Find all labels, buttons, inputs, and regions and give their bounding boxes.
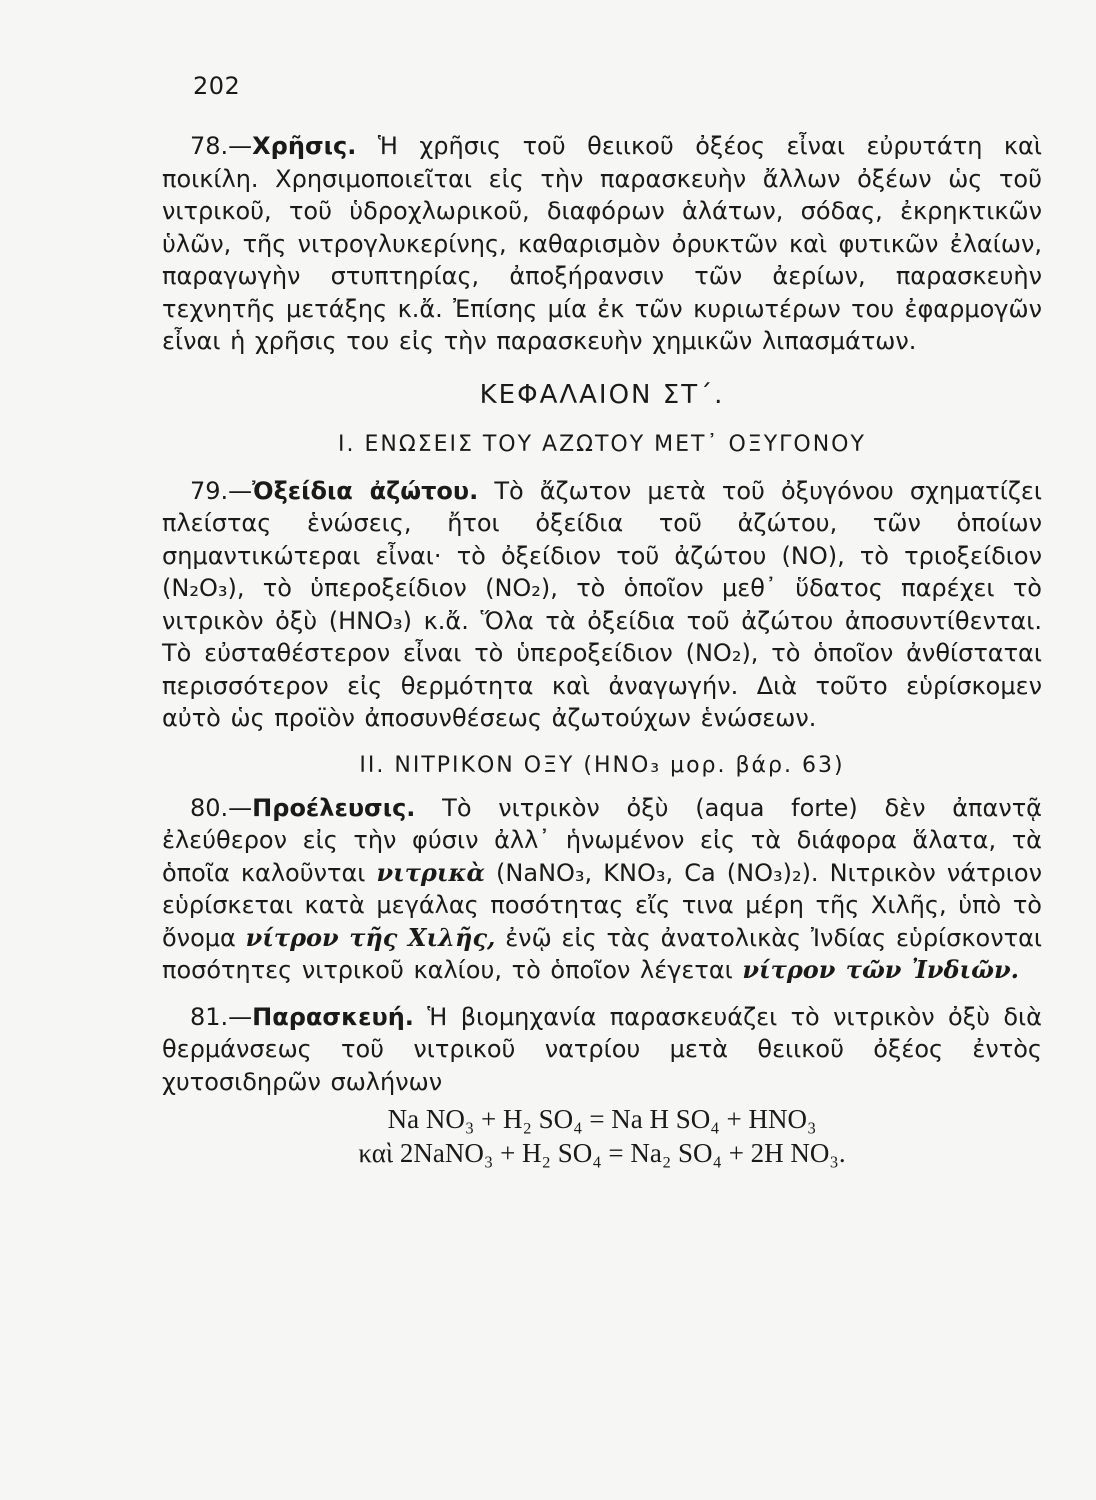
chapter-title: ΚΕΦΑΛΑΙΟΝ ΣΤ΄. — [479, 379, 725, 410]
section-79 — [162, 475, 1042, 735]
italic-term: νίτρον τῆς Χιλῆς, — [245, 922, 496, 952]
section-text: Ἡ χρῆσις τοῦ θειικοῦ ὀξέος εἶναι εὐρυτάτη καὶ ποικίλη. Χρησιμοποιεῖται εἰς τὴν παρασκευὴν ἄλλων ὀξέων ὡς τοῦ νιτρικοῦ, τοῦ ὑδροχλωρικοῦ, διαφόρων ἁλάτων, σόδας, ἐκρηκτικῶν ὑλῶν, τῆς νιτρογλυκερίνης, καθαρισμὸν ὀρυκτῶν καὶ φυτικῶν ἐλαίων, παραγωγὴν στυπτηρίας, ἀποξήρανσιν τῶν ἀερίων, παρασκευὴν τεχνητῆς μετάξης κ.ἄ. Ἐπίσης μία ἐκ τῶν κυριωτέρων του ἐφαρμογῶν εἶναι ἡ χρῆσις του εἰς τὴν παρασκευὴν χημικῶν λιπασμάτων. — [162, 132, 1042, 355]
page-body — [162, 70, 1042, 1170]
italic-term: νίτρον τῶν Ἰνδιῶν. — [742, 955, 1020, 984]
section-heading: Παρασκευή. — [252, 1002, 414, 1031]
section-text: ἐνῷ εἰς τὰς ἀνατολικὰς Ἰνδίας εὑρίσκονται ποσότητες νιτρικοῦ καλίου, τὸ ὁποῖον λέγεται — [162, 923, 1043, 984]
section-text: (NaNO₃, KNO₃, Ca (NO₃)₂). Νιτρικὸν νάτριον εὑρίσκεται κατὰ μεγάλας ποσότητας εἴς τινα μέρη τῆς Χιλῆς, ὑπὸ τὸ ὄνομα — [162, 858, 1042, 952]
equation-2: καὶ 2NaNO₃ + H₂ SO₄ = Na₂ SO₄ + 2H NO₃. — [358, 1138, 846, 1168]
section-text: Τὸ ἄζωτον μετὰ τοῦ ὀξυγόνου σχηματίζει πλείστας ἑνώσεις, ἤτοι ὀξείδια τοῦ ἀζώτου, τῶν ὁποίων σημαντικώτεραι εἶναι· τὸ ὀξείδιον τοῦ ἀζώτου (NO), τὸ τριοξείδιον (N₂O₃), τὸ ὑπεροξείδιον (NO₂), τὸ ὁποῖον μεθ᾽ ὕδατος παρέχει τὸ νιτρικὸν ὀξὺ (HNO₃) κ.ἄ. Ὅλα τὰ ὀξείδια τοῦ ἀζώτου ἀποσυντίθενται. Τὸ εὐσταθέστερον εἶναι τὸ ὑπεροξείδιον (NO₂), τὸ ὁποῖον ἀνθίσταται περισσότερον εἰς θερμότητα καὶ ἀναγωγήν. Διὰ τοῦτο εὑρίσκομεν αὐτὸ ὡς προϊὸν ἀποσυνθέσεως ἀζωτούχων ἑνώσεων. — [162, 476, 1042, 732]
section-78 — [162, 130, 1042, 358]
section-heading: Προέλευσις. — [252, 793, 416, 822]
section-81 — [162, 1001, 1042, 1099]
section-subtitle: Ι. ΕΝΩΣΕΙΣ ΤΟΥ ΑΖΩΤΟΥ ΜΕΤ᾽ ΟΞΥΓΟΝΟΥ — [338, 431, 866, 457]
section-text: Τὸ νιτρικὸν ὀξὺ (aqua forte) δὲν ἀπαντᾷ ἐλεύθερον εἰς τὴν φύσιν ἀλλ᾽ ἡνωμένον εἰς τὰ διάφορα ἅλατα, τὰ ὁποῖα καλοῦνται — [162, 793, 1042, 887]
section-80 — [162, 792, 1042, 987]
section-text: Ἡ βιομηχανία παρασκευάζει τὸ νιτρικὸν ὀξὺ διὰ θερμάνσεως τοῦ νιτρικοῦ νατρίου μετὰ θειικοῦ ὀξέος ἐντὸς χυτοσιδηρῶν σωλήνων — [162, 1002, 1042, 1096]
equation-1: Na NO₃ + H₂ SO₄ = Na H SO₄ + HNO₃ — [387, 1104, 817, 1134]
section-number: 78.— — [190, 132, 253, 160]
italic-term: νιτρικὰ — [376, 857, 485, 887]
section-number: 81.— — [190, 1002, 253, 1031]
section-number: 79.— — [190, 476, 253, 505]
page-number: 202 — [193, 72, 241, 100]
section-heading: Ὀξείδια ἀζώτου. — [252, 476, 479, 505]
section-number: 80.— — [190, 793, 253, 822]
section-heading: Χρῆσις. — [252, 132, 357, 160]
section-subtitle: ΙΙ. ΝΙΤΡΙΚΟΝ ΟΞΥ (HNO₃ μορ. βάρ. 63) — [359, 752, 845, 778]
